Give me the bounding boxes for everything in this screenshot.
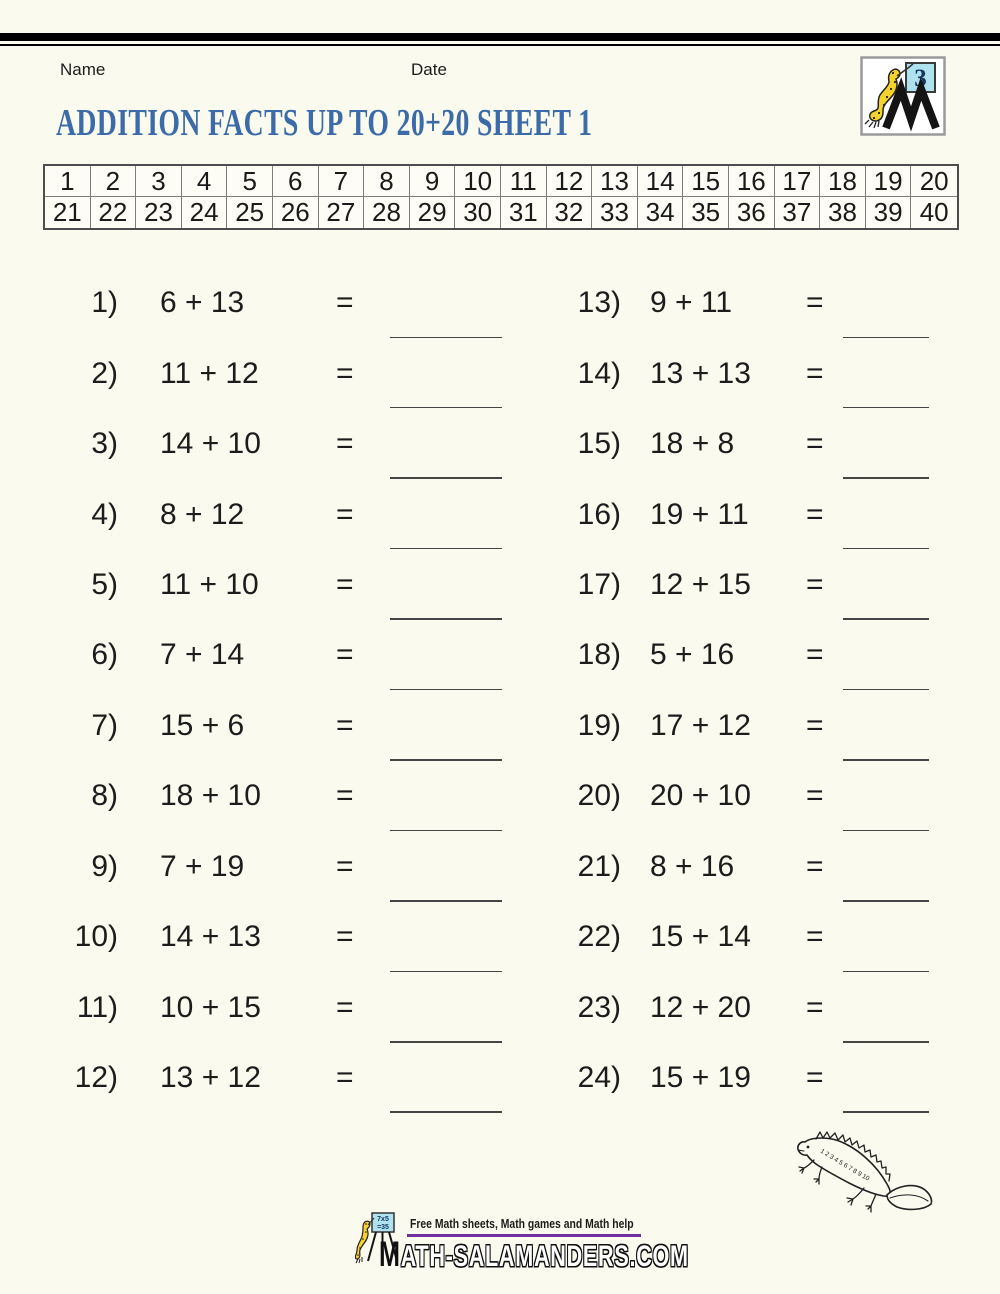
problem-number: 12) <box>74 1061 118 1095</box>
problem-expression: 8 + 16 <box>650 849 735 883</box>
problem-expression: 12 + 15 <box>650 568 751 602</box>
equals-sign: = <box>336 849 354 883</box>
problem-number: 18) <box>577 638 621 672</box>
equals-sign: = <box>336 990 354 1024</box>
grid-cell: 13 <box>592 166 638 197</box>
footer-board-line2: =35 <box>377 1224 389 1231</box>
salamander-eye <box>807 1146 810 1149</box>
equals-sign: = <box>336 568 354 602</box>
problem-expression: 7 + 14 <box>160 638 245 672</box>
problem-expression: 19 + 11 <box>650 497 749 531</box>
grid-cell: 8 <box>364 166 410 197</box>
grid-cell: 32 <box>547 197 593 228</box>
problem-row <box>0 268 1000 338</box>
problem-number: 6) <box>91 638 118 672</box>
grid-cell: 18 <box>820 166 866 197</box>
equals-sign: = <box>336 708 354 742</box>
salamander-front-leg2 <box>814 1167 822 1184</box>
grid-cell: 36 <box>729 197 775 228</box>
problem-number: 11) <box>76 990 118 1024</box>
problem-expression: 13 + 13 <box>650 356 751 390</box>
problem-expression: 15 + 6 <box>160 708 245 742</box>
grid-cell: 17 <box>775 166 821 197</box>
page-title: ADDITION FACTS UP TO 20+20 SHEET 1 <box>56 102 593 144</box>
grid-cell: 19 <box>866 166 912 197</box>
grid-cell: 35 <box>683 197 729 228</box>
grid-cell: 40 <box>919 197 949 227</box>
equals-sign: = <box>336 1061 354 1095</box>
name-label: Name <box>60 60 106 79</box>
problem-expression: 5 + 16 <box>650 638 735 672</box>
problem-number: 4) <box>91 497 118 531</box>
problem-number: 19) <box>577 708 621 742</box>
equals-sign: = <box>336 286 354 320</box>
problem-number: 1) <box>91 286 118 320</box>
salamander-tail <box>887 1186 932 1210</box>
number-grid <box>43 164 959 230</box>
problem-number: 24) <box>577 1061 621 1095</box>
problem-number: 5) <box>91 568 118 602</box>
grid-cell: 5 <box>227 166 273 197</box>
grid-cell: 7 <box>319 166 365 197</box>
problem-expression: 18 + 10 <box>160 779 261 813</box>
problem-number: 16) <box>577 497 621 531</box>
grid-cell: 2 <box>91 166 137 197</box>
problem-number: 13) <box>577 286 621 320</box>
salamander-front-leg <box>799 1160 814 1173</box>
equals-sign: = <box>336 638 354 672</box>
problem-expression: 15 + 14 <box>650 920 751 954</box>
grid-cell: 27 <box>319 197 365 228</box>
equals-sign: = <box>806 568 824 602</box>
problem-number: 14) <box>577 356 621 390</box>
answer-line[interactable] <box>843 1111 929 1113</box>
grid-cell: 33 <box>592 197 638 228</box>
grid-cell: 16 <box>729 166 775 197</box>
grid-cell: 22 <box>91 197 137 228</box>
problem-number: 7) <box>91 708 118 742</box>
problem-expression: 18 + 8 <box>650 427 735 461</box>
problem-number: 9) <box>91 849 118 883</box>
problem-row <box>0 479 1000 549</box>
equals-sign: = <box>806 427 824 461</box>
grid-cell: 31 <box>501 197 547 228</box>
problem-number: 15) <box>577 427 621 461</box>
grid-cell: 21 <box>45 197 91 228</box>
equals-sign: = <box>806 286 824 320</box>
problem-number: 10) <box>74 920 118 954</box>
grid-cell: 34 <box>638 197 684 228</box>
salamander-numbers: 1 2 3 4 5 6 7 8 9 10 <box>818 1147 871 1183</box>
grid-cell: 37 <box>775 197 821 228</box>
grid-cell: 6 <box>273 166 319 197</box>
grid-cell: 25 <box>227 197 273 228</box>
footer-mascot <box>355 1221 370 1259</box>
problem-expression: 14 + 10 <box>160 427 261 461</box>
problem-expression: 14 + 13 <box>160 920 261 954</box>
equals-sign: = <box>806 638 824 672</box>
problems-area <box>0 268 1000 1118</box>
wordmark-m: M <box>379 1235 400 1274</box>
problem-number: 20) <box>577 779 621 813</box>
problem-expression: 11 + 10 <box>160 568 259 602</box>
top-rule-thin <box>0 44 1000 46</box>
problem-row <box>0 973 1000 1043</box>
equals-sign: = <box>806 920 824 954</box>
problem-row <box>0 691 1000 761</box>
problem-number: 8) <box>91 779 118 813</box>
salamander-hind-leg <box>847 1188 864 1205</box>
grid-cell: 20 <box>911 166 957 197</box>
grid-cell: 9 <box>410 166 456 197</box>
problem-expression: 7 + 19 <box>160 849 245 883</box>
equals-sign: = <box>336 779 354 813</box>
grid-cell: 29 <box>410 197 456 228</box>
problem-row <box>0 409 1000 479</box>
grid-cell: 39 <box>866 197 912 228</box>
grid-cell: 4 <box>182 166 228 197</box>
problem-expression: 20 + 10 <box>650 779 751 813</box>
problem-expression: 11 + 12 <box>160 356 259 390</box>
equals-sign: = <box>336 920 354 954</box>
salamander-drawing <box>792 1120 934 1216</box>
grid-cell: 11 <box>501 166 547 197</box>
grid-cell: 3 <box>136 166 182 197</box>
grid-cell: 1 <box>45 166 91 197</box>
equals-sign: = <box>336 356 354 390</box>
problem-row <box>0 832 1000 902</box>
problem-expression: 15 + 19 <box>650 1061 751 1095</box>
problem-expression: 12 + 20 <box>650 990 751 1024</box>
footer-board-line1: 7x5 <box>377 1216 389 1223</box>
salamander-hind-leg2 <box>866 1194 876 1212</box>
top-rule-thick <box>0 33 1000 41</box>
equals-sign: = <box>336 427 354 461</box>
equals-sign: = <box>806 708 824 742</box>
equals-sign: = <box>806 1061 824 1095</box>
problem-expression: 8 + 12 <box>160 497 245 531</box>
date-label: Date <box>411 60 447 79</box>
grid-cell: 23 <box>136 197 182 228</box>
grid-cell: 28 <box>364 197 410 228</box>
problem-expression: 9 + 11 <box>650 286 733 320</box>
problem-expression: 6 + 13 <box>160 286 245 320</box>
equals-sign: = <box>806 497 824 531</box>
grid-cell: 30 <box>455 197 501 228</box>
grid-cell: 15 <box>683 166 729 197</box>
problem-row <box>0 1043 1000 1113</box>
grid-cell: 38 <box>820 197 866 228</box>
equals-sign: = <box>336 497 354 531</box>
logo-board-number: 3 <box>914 65 927 92</box>
problem-number: 23) <box>577 990 621 1024</box>
problem-number: 21) <box>577 849 621 883</box>
grid-cell: 10 <box>455 166 501 197</box>
math-salamanders-corner-logo <box>860 56 946 136</box>
problem-expression: 17 + 12 <box>650 708 751 742</box>
equals-sign: = <box>806 779 824 813</box>
problem-expression: 10 + 15 <box>160 990 261 1024</box>
equals-sign: = <box>806 990 824 1024</box>
problem-row <box>0 550 1000 620</box>
problem-row <box>0 902 1000 972</box>
problem-number: 2) <box>91 356 118 390</box>
equals-sign: = <box>806 356 824 390</box>
problem-row <box>0 338 1000 408</box>
equals-sign: = <box>806 849 824 883</box>
problem-number: 22) <box>577 920 621 954</box>
grid-cell: 24 <box>182 197 228 228</box>
site-wordmark <box>379 1237 689 1272</box>
footer-tagline: Free Math sheets, Math games and Math help <box>410 1216 634 1231</box>
problem-number: 17) <box>577 568 621 602</box>
wordmark-rest: ATH-SALAMANDERS.COM <box>400 1240 689 1273</box>
grid-cell: 12 <box>547 166 593 197</box>
problem-row <box>0 761 1000 831</box>
problem-row <box>0 620 1000 690</box>
problem-number: 3) <box>91 427 118 461</box>
grid-cell: 14 <box>638 166 684 197</box>
problem-expression: 13 + 12 <box>160 1061 261 1095</box>
grid-cell: 26 <box>273 197 319 228</box>
